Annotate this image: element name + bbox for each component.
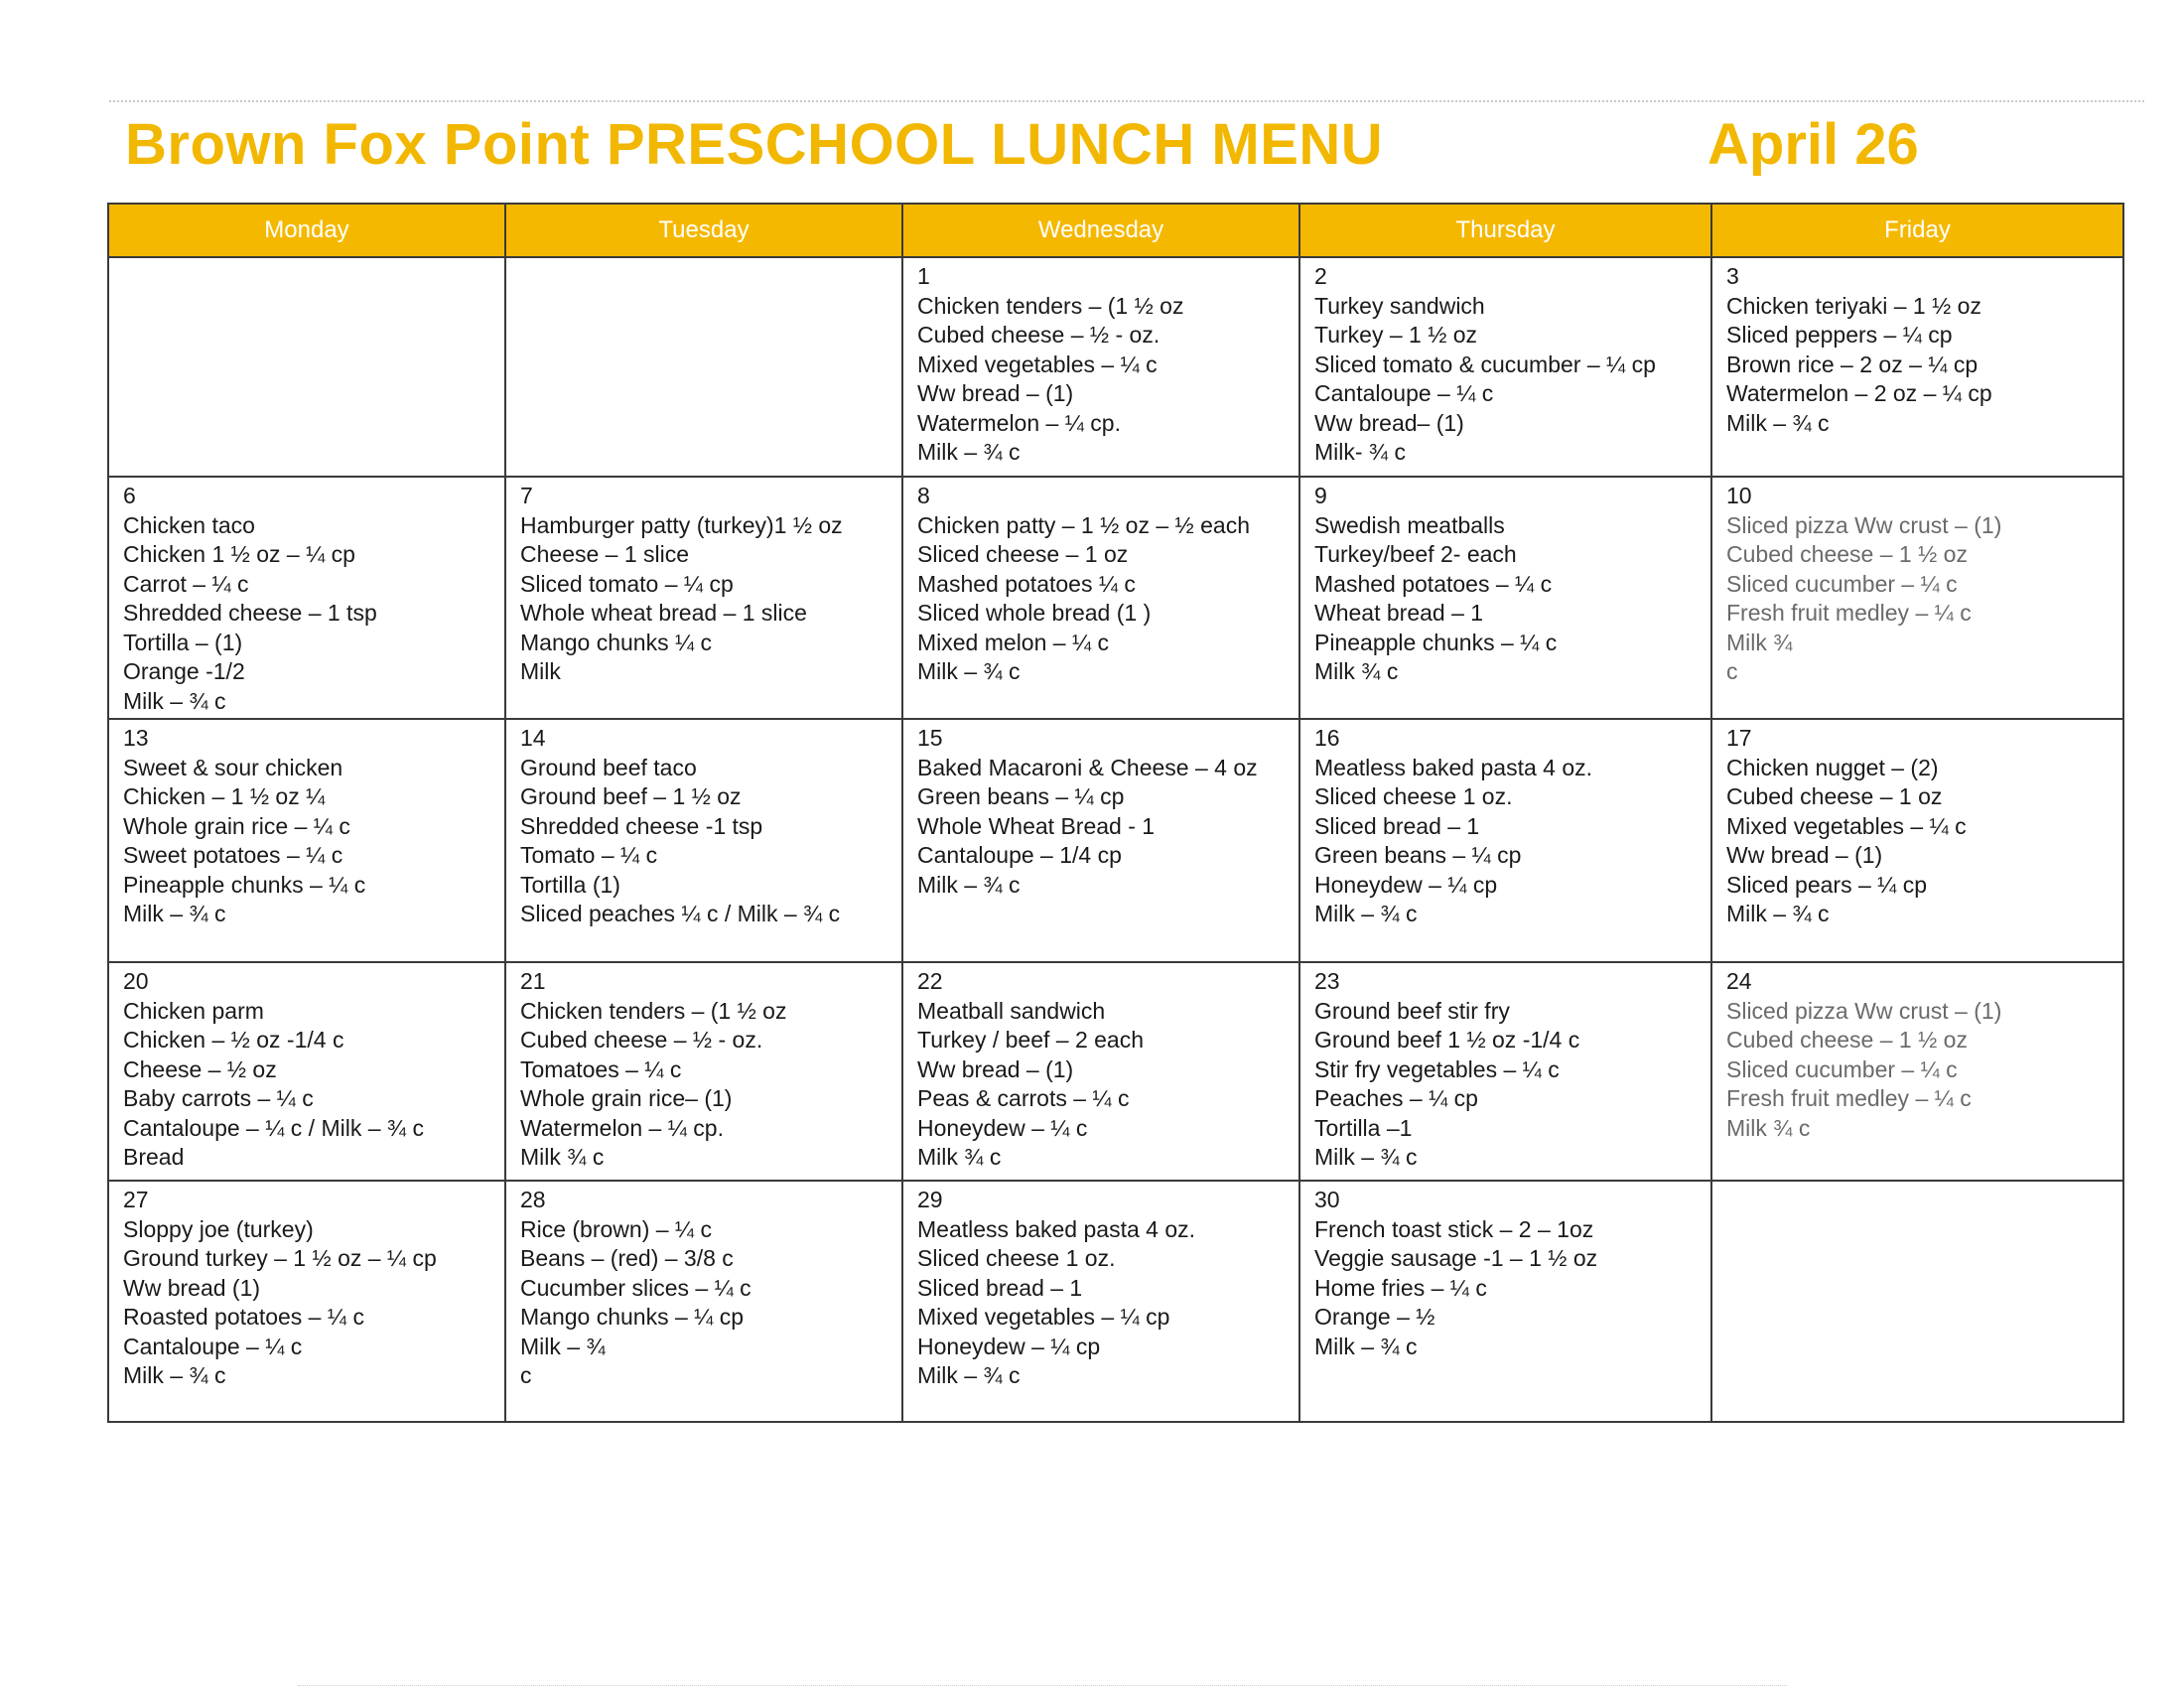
menu-item: Cantaloupe – ¼ c <box>123 1333 303 1359</box>
menu-item: c <box>520 1362 532 1388</box>
menu-item: Sliced cheese 1 oz. <box>1314 783 1513 809</box>
day-number: 28 <box>520 1187 546 1212</box>
day-number: 15 <box>917 725 943 751</box>
menu-item: Whole grain rice – ¼ c <box>123 812 350 839</box>
menu-item: Chicken parm <box>123 997 264 1024</box>
menu-item: Milk ¾ c <box>917 1144 1002 1170</box>
menu-item: French toast stick – 2 – 1oz <box>1314 1215 1594 1242</box>
day-number: 8 <box>917 483 930 508</box>
day-number: 23 <box>1314 968 1340 994</box>
menu-item: Ww bread– (1) <box>1314 409 1464 436</box>
menu-item: Tomatoes – ¼ c <box>520 1055 682 1082</box>
menu-item: Pineapple chunks – ¼ c <box>1314 629 1558 655</box>
day-cell <box>108 1181 505 1422</box>
menu-item: Ww bread (1) <box>123 1274 261 1301</box>
menu-item: Ground beef stir fry <box>1314 997 1510 1024</box>
menu-item: Mashed potatoes – ¼ c <box>1314 570 1553 597</box>
menu-item: Tortilla – (1) <box>123 629 243 655</box>
day-number: 3 <box>1726 263 1739 289</box>
menu-item: Ground beef taco <box>520 754 697 780</box>
day-number: 13 <box>123 725 149 751</box>
menu-item: Chicken – 1 ½ oz ¼ <box>123 783 326 809</box>
week-row <box>108 1181 2123 1422</box>
weekday-header: Tuesday <box>505 204 902 257</box>
day-number: 17 <box>1726 725 1752 751</box>
menu-item: Peas & carrots – ¼ c <box>917 1085 1130 1111</box>
menu-item: Meatless baked pasta 4 oz. <box>1314 754 1592 780</box>
weekday-header: Wednesday <box>902 204 1299 257</box>
menu-item: Sliced tomato & cucumber – ¼ cp <box>1314 351 1656 377</box>
menu-item: Chicken – ½ oz -1/4 c <box>123 1027 344 1053</box>
menu-item: Turkey sandwich <box>1314 292 1485 319</box>
menu-item: Green beans – ¼ cp <box>1314 842 1522 868</box>
menu-item: Cubed cheese – 1 ½ oz <box>1726 1027 1968 1053</box>
menu-item: Milk – ¾ c <box>1726 409 1830 436</box>
menu-item: Mixed melon – ¼ c <box>917 629 1110 655</box>
day-number: 29 <box>917 1187 943 1212</box>
menu-item: Sliced pears – ¼ cp <box>1726 871 1928 898</box>
menu-item: Shredded cheese – 1 tsp <box>123 600 377 626</box>
scan-artifact-line <box>109 100 2144 102</box>
menu-item: Mixed vegetables – ¼ cp <box>917 1304 1170 1330</box>
day-cell <box>108 719 505 962</box>
menu-item: Milk – ¾ c <box>917 1362 1021 1388</box>
day-cell <box>1711 719 2123 962</box>
menu-item: Sliced bread – 1 <box>1314 812 1480 839</box>
day-cell <box>505 719 902 962</box>
day-cell <box>1299 477 1711 719</box>
menu-item: Swedish meatballs <box>1314 511 1505 538</box>
week-row <box>108 962 2123 1181</box>
page-title: Brown Fox Point PRESCHOOL LUNCH MENU <box>125 112 1384 177</box>
day-number: 21 <box>520 968 546 994</box>
menu-item: Milk – ¾ c <box>123 1362 226 1388</box>
lunch-menu-table <box>107 203 2124 1423</box>
day-number: 10 <box>1726 483 1752 508</box>
day-cell <box>902 719 1299 962</box>
menu-item: Chicken patty – 1 ½ oz – ½ each <box>917 511 1250 538</box>
menu-item: Hamburger patty (turkey)1 ½ oz <box>520 511 843 538</box>
weekday-header: Monday <box>108 204 505 257</box>
menu-item: Sliced bread – 1 <box>917 1274 1083 1301</box>
menu-item: Milk – ¾ c <box>917 658 1021 684</box>
day-number: 27 <box>123 1187 149 1212</box>
menu-item: Cubed cheese – 1 ½ oz <box>1726 541 1968 567</box>
menu-item: Milk – ¾ c <box>1726 901 1830 926</box>
menu-item: Sloppy joe (turkey) <box>123 1215 314 1242</box>
day-cell <box>108 477 505 719</box>
menu-item: Cantaloupe – 1/4 cp <box>917 842 1122 868</box>
menu-item: Sliced cucumber – ¼ c <box>1726 570 1958 597</box>
menu-item: Cantaloupe – ¼ c <box>1314 380 1494 406</box>
menu-item: Ww bread – (1) <box>917 380 1074 406</box>
menu-item: Shredded cheese -1 tsp <box>520 812 763 839</box>
day-cell <box>505 257 902 477</box>
menu-item: Honeydew – ¼ c <box>917 1114 1088 1141</box>
menu-item: Milk <box>520 658 561 684</box>
menu-item: Milk – ¾ c <box>1314 1333 1418 1359</box>
menu-item: Baby carrots – ¼ c <box>123 1085 314 1111</box>
menu-item: Orange – ½ <box>1314 1304 1435 1330</box>
week-row <box>108 719 2123 962</box>
menu-item: Milk ¾ c <box>1314 658 1399 684</box>
day-cell <box>505 962 902 1181</box>
menu-item: Whole grain rice– (1) <box>520 1085 733 1111</box>
menu-item: Cheese – ½ oz <box>123 1055 277 1082</box>
menu-item: Pineapple chunks – ¼ c <box>123 871 366 898</box>
menu-item: Brown rice – 2 oz – ¼ cp <box>1726 351 1979 377</box>
menu-item: Milk – ¾ c <box>1314 1144 1418 1170</box>
menu-item: Whole wheat bread – 1 slice <box>520 600 807 626</box>
menu-item: Green beans – ¼ cp <box>917 783 1125 809</box>
menu-item: Peaches – ¼ cp <box>1314 1085 1478 1111</box>
day-cell <box>902 962 1299 1181</box>
menu-item: Honeydew – ¼ cp <box>1314 871 1498 898</box>
day-cell <box>505 477 902 719</box>
day-cell <box>1299 1181 1711 1422</box>
menu-item: Ww bread – (1) <box>917 1055 1074 1082</box>
menu-item: Sliced tomato – ¼ cp <box>520 570 734 597</box>
day-cell <box>902 1181 1299 1422</box>
menu-item: Milk – ¾ <box>520 1333 606 1359</box>
menu-item: Sweet & sour chicken <box>123 754 343 780</box>
menu-item: Milk- ¾ c <box>1314 439 1406 465</box>
menu-item: Home fries – ¼ c <box>1314 1274 1487 1301</box>
menu-item: Turkey / beef – 2 each <box>917 1027 1145 1053</box>
day-cell <box>1711 1181 2123 1422</box>
day-cell <box>1711 962 2123 1181</box>
menu-item: Tortilla (1) <box>520 871 620 898</box>
menu-item: Mango chunks – ¼ cp <box>520 1304 745 1330</box>
day-cell <box>902 257 1299 477</box>
day-number: 22 <box>917 968 943 994</box>
menu-item: Milk ¾ c <box>520 1144 605 1170</box>
weekday-header-row <box>108 204 2123 257</box>
menu-item: Chicken nugget – (2) <box>1726 754 1939 780</box>
menu-item: Mashed potatoes ¼ c <box>917 570 1136 597</box>
day-cell <box>1299 257 1711 477</box>
day-number: 16 <box>1314 725 1340 751</box>
menu-item: Stir fry vegetables – ¼ c <box>1314 1055 1560 1082</box>
menu-item: Orange -1/2 <box>123 658 245 684</box>
menu-item: Chicken 1 ½ oz – ¼ cp <box>123 541 355 567</box>
menu-item: Ground beef – 1 ½ oz <box>520 783 742 809</box>
menu-item: Milk – ¾ c <box>123 687 226 714</box>
day-cell <box>1711 257 2123 477</box>
menu-item: Chicken tenders – (1 ½ oz <box>917 292 1184 319</box>
menu-item: Turkey – 1 ½ oz <box>1314 322 1478 348</box>
menu-item: Chicken taco <box>123 511 255 538</box>
menu-item: Sweet potatoes – ¼ c <box>123 842 343 868</box>
menu-item: Milk – ¾ c <box>917 439 1021 465</box>
menu-item: Mixed vegetables – ¼ c <box>1726 812 1967 839</box>
day-cell <box>108 962 505 1181</box>
scan-artifact-line <box>298 1685 1787 1686</box>
day-number: 7 <box>520 483 533 508</box>
menu-item: Ww bread – (1) <box>1726 842 1883 868</box>
menu-item: Whole Wheat Bread - 1 <box>917 812 1156 839</box>
menu-item: Turkey/beef 2- each <box>1314 541 1517 567</box>
menu-item: Cubed cheese – 1 oz <box>1726 783 1943 809</box>
menu-item: Milk ¾ c <box>1726 1114 1811 1141</box>
menu-item: Roasted potatoes – ¼ c <box>123 1304 364 1330</box>
menu-item: Fresh fruit medley – ¼ c <box>1726 600 1972 626</box>
day-number: 6 <box>123 483 136 508</box>
menu-item: Mango chunks ¼ c <box>520 629 713 655</box>
menu-item: Sliced peppers – ¼ cp <box>1726 322 1953 348</box>
menu-item: Chicken teriyaki – 1 ½ oz <box>1726 292 1981 319</box>
menu-item: Sliced cucumber – ¼ c <box>1726 1055 1958 1082</box>
day-number: 24 <box>1726 968 1752 994</box>
day-cell <box>1299 962 1711 1181</box>
menu-item: Tortilla –1 <box>1314 1114 1413 1141</box>
menu-item: Wheat bread – 1 <box>1314 600 1484 626</box>
day-cell <box>1299 719 1711 962</box>
day-number: 1 <box>917 263 930 289</box>
menu-item: Milk – ¾ c <box>917 871 1021 898</box>
day-cell <box>1711 477 2123 719</box>
menu-item: Sliced cheese – 1 oz <box>917 541 1129 567</box>
menu-item: Meatless baked pasta 4 oz. <box>917 1215 1195 1242</box>
menu-item: Tomato – ¼ c <box>520 842 658 868</box>
menu-item: Cubed cheese – ½ - oz. <box>520 1027 763 1053</box>
menu-item: Mixed vegetables – ¼ c <box>917 351 1158 377</box>
menu-item: Milk – ¾ c <box>1314 901 1418 926</box>
menu-item: Sliced peaches ¼ c / Milk – ¾ c <box>520 901 841 926</box>
menu-item: Rice (brown) – ¼ c <box>520 1215 713 1242</box>
weekday-header: Thursday <box>1299 204 1711 257</box>
menu-item: Cantaloupe – ¼ c / Milk – ¾ c <box>123 1114 424 1141</box>
menu-item: Baked Macaroni & Cheese – 4 oz <box>917 754 1258 780</box>
day-number: 9 <box>1314 483 1327 508</box>
menu-item: Bread <box>123 1144 185 1170</box>
day-cell <box>505 1181 902 1422</box>
weekday-header: Friday <box>1711 204 2123 257</box>
day-number: 30 <box>1314 1187 1340 1212</box>
menu-item: Milk ¾ <box>1726 629 1793 655</box>
menu-item: Cucumber slices – ¼ c <box>520 1274 751 1301</box>
menu-item: Cheese – 1 slice <box>520 541 690 567</box>
menu-item: Sliced cheese 1 oz. <box>917 1245 1116 1271</box>
day-cell <box>902 477 1299 719</box>
menu-item: Watermelon – 2 oz – ¼ cp <box>1726 380 1992 406</box>
menu-item: Ground beef 1 ½ oz -1/4 c <box>1314 1027 1580 1053</box>
menu-item: Sliced pizza Ww crust – (1) <box>1726 997 2002 1024</box>
menu-item: Milk – ¾ c <box>123 901 226 926</box>
day-number: 2 <box>1314 263 1327 289</box>
menu-item: Watermelon – ¼ cp. <box>917 409 1121 436</box>
week-row <box>108 257 2123 477</box>
week-row <box>108 477 2123 719</box>
menu-item: Cubed cheese – ½ - oz. <box>917 322 1160 348</box>
menu-item: Ground turkey – 1 ½ oz – ¼ cp <box>123 1245 437 1271</box>
menu-item: Fresh fruit medley – ¼ c <box>1726 1085 1972 1111</box>
menu-item: Sliced pizza Ww crust – (1) <box>1726 511 2002 538</box>
menu-date: April 26 <box>1707 112 1919 177</box>
menu-item: Meatball sandwich <box>917 997 1106 1024</box>
day-cell <box>108 257 505 477</box>
menu-item: Sliced whole bread (1 ) <box>917 600 1152 626</box>
menu-item: c <box>1726 658 1738 684</box>
menu-item: Watermelon – ¼ cp. <box>520 1114 724 1141</box>
menu-item: Chicken tenders – (1 ½ oz <box>520 997 787 1024</box>
menu-item: Veggie sausage -1 – 1 ½ oz <box>1314 1245 1598 1271</box>
menu-item: Beans – (red) – 3/8 c <box>520 1245 734 1271</box>
day-number: 14 <box>520 725 546 751</box>
day-number: 20 <box>123 968 149 994</box>
menu-item: Honeydew – ¼ cp <box>917 1333 1101 1359</box>
menu-item: Carrot – ¼ c <box>123 570 249 597</box>
